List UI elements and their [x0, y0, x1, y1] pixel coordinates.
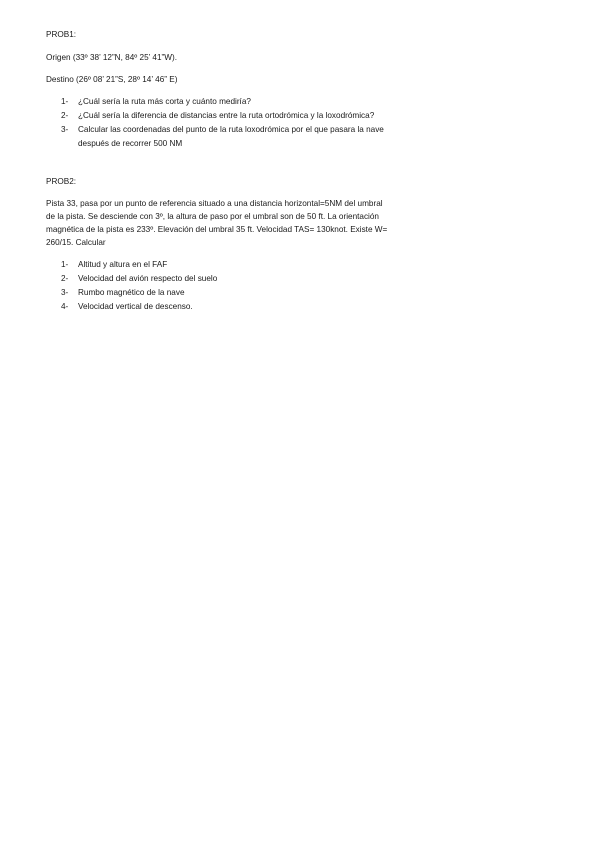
- list-text: Calcular las coordenadas del punto de la ruta loxodrómica por el que pasara la nave: [78, 125, 384, 134]
- list-number: 3-: [61, 288, 69, 297]
- list-text: ¿Cuál sería la diferencia de distancias entre la ruta ortodrómica y la loxodrómica?: [78, 111, 375, 120]
- prob2-paragraph-line: Pista 33, pasa por un punto de referencia situado a una distancia horizontal=5NM del umbral: [46, 199, 383, 208]
- list-text: Velocidad del avión respecto del suelo: [78, 274, 218, 283]
- list-text: Velocidad vertical de descenso.: [78, 302, 193, 311]
- list-number: 4-: [61, 302, 69, 311]
- list-text-continuation: después de recorrer 500 NM: [78, 139, 183, 148]
- list-text: Rumbo magnético de la nave: [78, 288, 185, 297]
- list-number: 1-: [61, 97, 69, 106]
- list-number: 2-: [61, 274, 69, 283]
- list-number: 3-: [61, 125, 69, 134]
- prob2-paragraph-line: magnética de la pista es 233º. Elevación del umbral 35 ft. Velocidad TAS= 130knot. Existe W=: [46, 225, 388, 234]
- list-text: ¿Cuál sería la ruta más corta y cuánto mediría?: [78, 97, 251, 106]
- prob1-destination: Destino (26º 08’ 21”S, 28º 14’ 46” E): [46, 75, 178, 84]
- list-text: Altitud y altura en el FAF: [78, 260, 168, 269]
- list-number: 2-: [61, 111, 69, 120]
- prob2-paragraph-line: de la pista. Se desciende con 3º, la altura de paso por el umbral son de 50 ft. La orientación: [46, 212, 379, 221]
- prob2-heading: PROB2:: [46, 177, 77, 186]
- list-number: 1-: [61, 260, 69, 269]
- prob1-origin: Origen (33º 38’ 12”N, 84º 25’ 41”W).: [46, 53, 177, 62]
- prob2-paragraph-line: 260/15. Calcular: [46, 238, 106, 247]
- prob1-heading: PROB1:: [46, 30, 77, 39]
